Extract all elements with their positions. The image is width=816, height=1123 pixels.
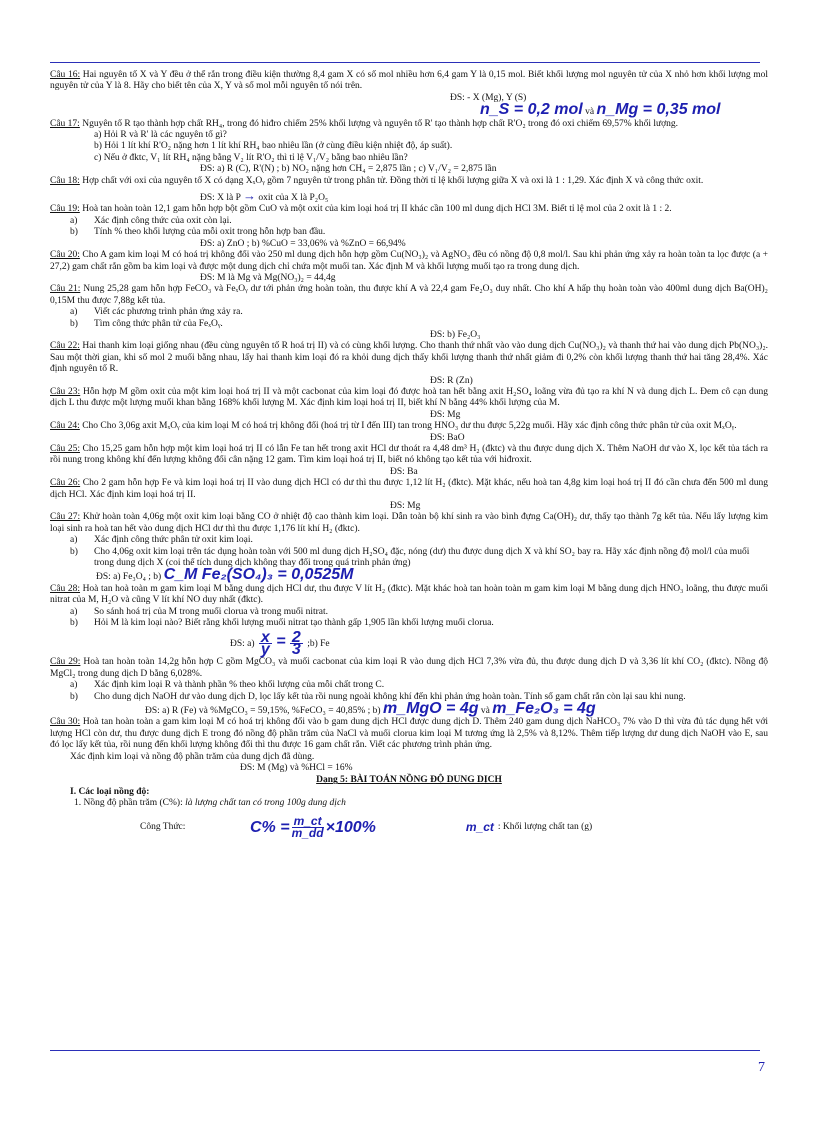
question-21-b: b) Tìm công thức phân tử của FeₓOᵧ. bbox=[70, 318, 223, 329]
answer-23: ĐS: Mg bbox=[430, 409, 461, 420]
question-17-a: a) Hỏi R và R' là các nguyên tố gì? bbox=[94, 130, 227, 141]
question-26: Câu 26: Cho 2 gam hỗn hợp Fe và kim loại hoá trị II vào dung dịch HCl có dư thì thu được 1,12 lít H₂ (đktc). Mặt khác, nếu hoà tan 4,8g kim loại hoá trị II đó cần chưa đến 500 ml dung dịch HCl. Xác định kim loại hoá trị II. bbox=[50, 478, 768, 500]
section-definition: 1. Nồng độ phần trăm (C%): là lượng chất tan có trong 100g dung dịch bbox=[74, 798, 346, 809]
answer-30: ĐS: M (Mg) và %HCl = 16% bbox=[240, 762, 353, 773]
page-number: 7 bbox=[758, 1060, 765, 1075]
formula-x100: ×100% bbox=[325, 818, 376, 836]
section-subtitle: I. Các loại nồng độ: bbox=[70, 786, 150, 797]
question-29-b: b) Cho dung dịch NaOH dư vào dung dịch D, lọc lấy kết tủa rồi nung ngoài không khí đến khi phản ứng hoàn toàn. Tính số gam chất rắn còn lại sau khi nung. bbox=[70, 691, 686, 702]
question-27: Câu 27: Khử hoàn toàn 4,06g một oxit kim loại bằng CO ở nhiệt độ cao thành kim loại. Dẫn toàn bộ khí sinh ra vào bình đựng Ca(OH)₂ dư, thấy tạo thành 7g kết tủa. Nếu lấy lượng kim loại sinh ra hoà tan hết vào dung dịch HCl dư thì thu được 1,176 lít khí H₂ (đktc). bbox=[50, 512, 768, 534]
question-21: Câu 21: Nung 25,28 gam hỗn hợp FeCO₃ và FeₓOᵧ dư tới phản ứng hoàn toàn, thu được khí A và 22,4 gam Fe₂O₃ duy nhất. Cho khí A hấp thụ hoàn toàn vào 400ml dung dịch Ba(OH)₂ 0,15M thu được 7,88g kết tủa. bbox=[50, 284, 768, 306]
question-30: Câu 30: Hoà tan hoàn toàn a gam kim loại M có hoá trị không đổi vào b gam dung dịch HCl được dung dịch D. Thêm 240 gam dung dịch NaHCO₃ 7% vào D thì vừa đủ tác dụng hết với lượng HCl còn dư, thu được dung dịch E trong đó nồng độ phần trăm của NaCl và muối clorua kim loại M tương ứng là 2,5% và 8,12%. Thêm tiếp lượng dư dung dịch NaOH vào E, sau đó lọc lấy kết tủa, rồi nung đến khối lượng không đổi thì thu được 16 gam chất rắn. Viết các phương trình phản ứng. bbox=[50, 717, 768, 751]
question-30-text2: Xác định kim loại và nồng độ phần trăm của dung dịch đã dùng. bbox=[70, 751, 315, 762]
question-29: Câu 29: Hoà tan hoàn toàn 14,2g hỗn hợp C gồm MgCO₃ và muối cacbonat của kim loại R vào dung dịch HCl 7,3% vừa đủ, thu được dung dịch D và 3,36 lít khí CO₂ (đktc). Nồng độ MgCl₂ trong dung dịch D bằng 6,028%. bbox=[50, 657, 768, 679]
question-28-b: b) Hỏi M là kim loại nào? Biết rằng khối lượng muối nitrat tạo thành gấp 1,905 lần khối lượng muối clorua. bbox=[70, 618, 494, 629]
answer-27: ĐS: a) Fe₃O₄ ; b) C_M Fe₂(SO₄)₃ = 0,0525M bbox=[96, 566, 354, 584]
question-17-b: b) Hỏi 1 lít khí R'O₂ nặng hơn 1 lít khí RH₄ bao nhiêu lần (ở cùng điều kiện nhiệt độ, áp suất). bbox=[94, 141, 453, 152]
bottom-rule bbox=[50, 1050, 760, 1051]
formula-row bbox=[50, 813, 768, 840]
question-19-a: a) Xác định công thức của oxit còn lại. bbox=[70, 215, 232, 226]
formula-mct-desc: : Khối lượng chất tan (g) bbox=[497, 821, 593, 832]
question-20: Câu 20: Cho A gam kim loại M có hoá trị không đổi vào 250 ml dung dịch hỗn hợp gồm Cu(NO₃)₂ và AgNO₃ đều có nồng độ 0,8 mol/l. Sau khi phản ứng xảy ra hoàn toàn ta lọc được (a + 27,2) gam chất rắn gồm ba kim loại và được một dung dịch chỉ chứa một muối tan. Xác định M và khối lượng muối tạo ra trong dung dịch. bbox=[50, 250, 768, 272]
top-rule bbox=[50, 62, 760, 63]
question-22: Câu 22: Hai thanh kim loại giống nhau (đều cùng nguyên tố R hoá trị II) và có cùng khối lượng. Cho thanh thứ nhất vào vào dung dịch Cu(NO₃)₂ và thanh thứ hai vào dung dịch Pb(NO₃)₂. Sau một thời gian, khi số mol 2 muối bằng nhau, lấy hai thanh kim loại đó ra khỏi dung dịch thấy khối lượng thanh thứ nhất giảm đi 0,2% còn khối lượng thanh thứ hai tăng 28,4%. Xác định nguyên tố R. bbox=[50, 341, 769, 375]
document-body bbox=[50, 70, 768, 839]
answer-16: ĐS: - X (Mg), Y (S) bbox=[450, 92, 527, 103]
question-17-c: c) Nếu ở đktc, V₁ lít RH₄ nặng bằng V₂ lít R'O₂ thì tỉ lệ V₁/V₂ bằng bao nhiêu lần? bbox=[94, 152, 408, 163]
answer-16-formula: n_S = 0,2 mol và n_Mg = 0,35 mol bbox=[480, 101, 721, 119]
question-24: Câu 24: Cho Cho 3,06g axit MₓOᵧ của kim loại M có hoá trị không đổi (hoá trị từ I đến III) tan trong HNO₃ dư thu được 5,22g muối. Hãy xác định công thức phân tử của oxit MₓOᵧ. bbox=[50, 421, 737, 432]
question-16: Câu 16: Hai nguyên tố X và Y đều ở thể rắn trong điều kiện thường 8,4 gam X có số mol nhiều hơn 6,4 gam Y là 0,15 mol. Biết khối lượng mol nguyên tử của X nhỏ hơn khối lượng mol nguyên tử của Y là 8. Hãy cho biết tên của X, Y và số mol mỗi nguyên tố nói trên. bbox=[50, 70, 768, 92]
question-28: Câu 28: Hoà tan hoà toàn m gam kim loại M bằng dung dịch HCl dư, thu được V lít H₂ (đktc). Mặt khác hoà tan hoàn toàn m gam kim loại M bằng dung dịch HNO₃ loãng, thu được muối nitrat của M, H₂O và cũng V lít khí NO duy nhất (đktc). bbox=[50, 583, 769, 606]
question-23: Câu 23: Hỗn hợp M gồm oxit của một kim loại hoá trị II và một cacbonat của kim loại đó được hoà tan hết bằng axit H₂SO₄ loãng vừa đủ tạo ra khí N và dung dịch L. Đem cô cạn dung dịch L thu được một lượng muối khan bằng 168% khối lượng M. Xác định kim loại hoá trị II, biết khí N bằng 44% khối lượng của M. bbox=[50, 386, 768, 409]
answer-28: ĐS: a) $\frac{x}{y}$ = $\frac{2}{3}$ ;b) Fe bbox=[230, 628, 330, 658]
answer-20: ĐS: M là Mg và Mg(NO₃)₂ = 44,4g bbox=[200, 272, 336, 283]
formula-fraction: $\frac{m\_ct}{m\_dd}$ bbox=[291, 813, 324, 840]
question-19: Câu 19: Hoà tan hoàn toàn 12,1 gam hỗn hợp bột gồm CuO và một oxit của kim loại hoá trị II khác cần 100 ml dung dịch HCl 3M. Biết tỉ lệ mol của 2 oxit là 1 : 2. bbox=[50, 204, 672, 215]
question-25: Câu 25: Cho 15,25 gam hỗn hợp một kim loại hoá trị II có lẫn Fe tan hết trong axit HCl dư thoát ra 4,48 dm³ H₂ (đktc) và thu được dung dịch X. Thêm NaOH dư vào X, lọc kết tủa tách ra rồi nung trong không khí đến lượng không đổi cân nặng 12 gam. Tìm kim loại hoá trị II, biết nó không tạo kết tủa với hiđroxit. bbox=[50, 444, 768, 466]
question-29-a: a) Xác định kim loại R và thành phần % theo khối lượng của mỗi chất trong C. bbox=[70, 680, 385, 691]
question-28-a: a) So sánh hoá trị của M trong muối clorua và trong muối nitrat. bbox=[70, 606, 329, 617]
question-27-a: a) Xác định công thức phân tử oxit kim loại. bbox=[70, 535, 253, 546]
answer-25: ĐS: Ba bbox=[390, 466, 418, 477]
answer-18: ĐS: X là P → oxit của X là P₂O₅ bbox=[200, 188, 329, 204]
answer-22: ĐS: R (Zn) bbox=[430, 375, 473, 386]
answer-29: ĐS: a) R (Fe) và %MgCO₃ = 59,15%, %FeCO₃ = 40,85% ; b) m_MgO = 4g và m_Fe₂O₃ = 4g bbox=[145, 699, 596, 717]
formula-label: Công Thức: bbox=[140, 821, 186, 832]
question-27-b: b) Cho 4,06g oxit kim loại trên tác dụng hoàn toàn với 500 ml dung dịch H₂SO₄ đặc, nóng (dư) thu được dung dịch X và khí SO₂ bay ra. Hãy xác định nồng độ mol/l của muối trong dung dịch X (coi thể tích dung dịch không thay đổi trong quá trình phản ứng) bbox=[70, 546, 750, 569]
right-arrow-icon: → bbox=[242, 188, 256, 204]
formula-c-percent: C% = bbox=[250, 818, 290, 836]
answer-21: ĐS: b) Fe₂O₃ bbox=[430, 329, 481, 340]
question-19-b: b) Tính % theo khối lượng của mỗi oxit trong hỗn hợp ban đầu. bbox=[70, 227, 326, 238]
question-21-a: a) Viết các phương trình phản ứng xảy ra. bbox=[70, 307, 243, 318]
answer-17: ĐS: a) R (C), R'(N) ; b) NO₂ nặng hơn CH₄ = 2,875 lần ; c) V₁/V₂ = 2,875 lần bbox=[200, 164, 497, 175]
answer-24: ĐS: BaO bbox=[430, 432, 465, 443]
section-title: Dạng 5: BÀI TOÁN NỒNG ĐỘ DUNG DỊCH bbox=[316, 775, 502, 786]
question-18: Câu 18: Hợp chất với oxi của nguyên tố X có dạng XₓOᵧ gồm 7 nguyên tử trong phân tử. Đồng thời tỉ lệ khối lượng giữa X và oxi là 1 : 1,29. Xác định X và công thức oxit. bbox=[50, 175, 704, 186]
formula-mct-symbol: m_ct bbox=[465, 819, 494, 834]
answer-19: ĐS: a) ZnO ; b) %CuO = 33,06% và %ZnO = 66,94% bbox=[200, 238, 406, 249]
question-17: Câu 17: Nguyên tố R tạo thành hợp chất RH₄, trong đó hiđro chiếm 25% khối lượng và nguyên tố R' tạo thành hợp chất R'O₂ trong đó oxi chiếm 69,57% khối lượng. bbox=[50, 118, 679, 129]
answer-26: ĐS: Mg bbox=[390, 501, 421, 512]
